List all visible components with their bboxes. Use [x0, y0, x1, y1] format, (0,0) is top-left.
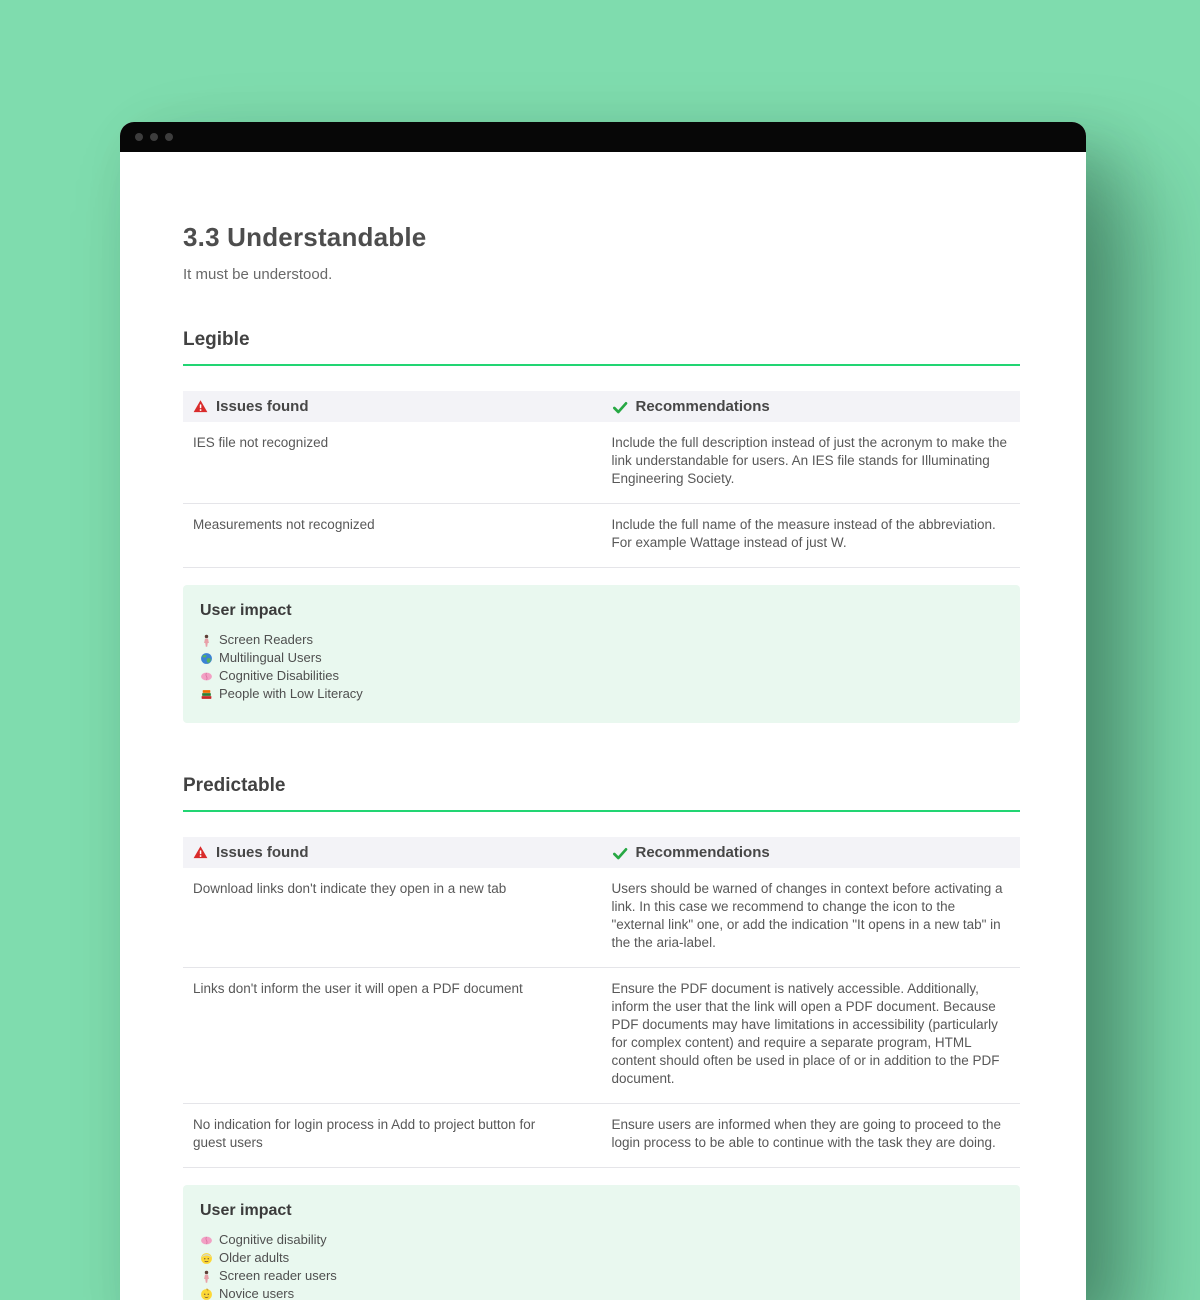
globe-icon: [200, 652, 213, 665]
user-impact-list: [200, 1231, 1002, 1300]
issues-table: [183, 837, 1020, 1168]
list-item: [200, 631, 1002, 649]
impact-item-label: People with Low Literacy: [219, 686, 363, 701]
list-item: [200, 685, 1002, 703]
issue-cell: Links don't inform the user it will open a PDF document: [193, 981, 523, 996]
table-header-row: [183, 837, 1020, 868]
user-impact-list: [200, 631, 1002, 703]
table-row: [183, 868, 1020, 968]
recommendations-header-cell: [602, 391, 1021, 422]
recommendation-cell: Users should be warned of changes in context before activating a link. In this case we recommend to change the icon to the "external link" one, or add the indication "It opens in a new tab" in the the aria-label.: [611, 881, 1003, 950]
issues-header-cell: [183, 391, 602, 422]
impact-item-label: Screen reader users: [219, 1268, 337, 1283]
issues-header-label: Issues found: [216, 844, 309, 861]
user-impact-title: User impact: [200, 1202, 292, 1219]
browser-window: [120, 122, 1086, 1300]
checkmark-icon: [612, 845, 628, 861]
issue-cell: No indication for login process in Add to project button for guest users: [193, 1117, 536, 1150]
table-row: [183, 968, 1020, 1104]
list-item: [200, 1249, 1002, 1267]
impact-item-label: Cognitive disability: [219, 1232, 327, 1247]
table-header-row: [183, 391, 1020, 422]
table-row: [183, 504, 1020, 568]
page-subtitle: It must be understood.: [183, 266, 333, 283]
report-content: [120, 152, 1086, 1300]
user-impact-box: [183, 1185, 1020, 1300]
recommendations-header-label: Recommendations: [635, 398, 770, 415]
impact-item-label: Cognitive Disabilities: [219, 668, 339, 683]
older-adult-icon: [200, 1252, 213, 1265]
user-impact-title: User impact: [200, 602, 292, 619]
user-impact-box: [183, 585, 1020, 723]
issues-table: [183, 391, 1020, 568]
list-item: [200, 1285, 1002, 1300]
brain-icon: [200, 1234, 213, 1247]
checkmark-icon: [612, 399, 628, 415]
issue-cell: Download links don't indicate they open in a new tab: [193, 881, 507, 896]
recommendation-cell: Include the full name of the measure instead of the abbreviation. For example Wattage instead of just W.: [611, 517, 996, 550]
brain-icon: [200, 670, 213, 683]
table-row: [183, 422, 1020, 504]
window-titlebar: [120, 122, 1086, 152]
impact-item-label: Older adults: [219, 1250, 290, 1265]
list-item: [200, 1267, 1002, 1285]
list-item: [200, 1231, 1002, 1249]
warning-triangle-icon: [193, 845, 208, 860]
person-icon: [200, 1270, 213, 1283]
window-control-close[interactable]: [135, 133, 143, 141]
issue-cell: Measurements not recognized: [193, 517, 375, 532]
issue-cell: IES file not recognized: [193, 435, 329, 450]
section-legible: [183, 329, 1020, 723]
list-item: [200, 667, 1002, 685]
impact-item-label: Multilingual Users: [219, 650, 322, 665]
novice-icon: [200, 1288, 213, 1300]
warning-triangle-icon: [193, 399, 208, 414]
person-icon: [200, 634, 213, 647]
issues-header-label: Issues found: [216, 398, 309, 415]
recommendations-header-cell: [602, 837, 1021, 868]
page-title: 3.3 Understandable: [183, 222, 427, 252]
books-icon: [200, 688, 213, 701]
list-item: [200, 649, 1002, 667]
recommendations-header-label: Recommendations: [635, 844, 770, 861]
impact-item-label: Screen Readers: [219, 632, 313, 647]
recommendation-cell: Ensure the PDF document is natively accessible. Additionally, inform the user that the link will open a PDF document. Because PDF documents may have limitations in accessibility (particularly for complex content) and require a separate program, HTML content should often be used in place of or in addition to the PDF document.: [611, 981, 1000, 1086]
impact-item-label: Novice users: [219, 1286, 295, 1300]
recommendation-cell: Include the full description instead of just the acronym to make the link understandable for users. An IES file stands for Illuminating Engineering Society.: [611, 435, 1007, 486]
section-heading: Legible: [183, 329, 1020, 366]
table-row: [183, 1104, 1020, 1168]
window-control-maximize[interactable]: [165, 133, 173, 141]
recommendation-cell: Ensure users are informed when they are going to proceed to the login process to be able to continue with the task they are doing.: [611, 1117, 1001, 1150]
section-predictable: [183, 775, 1020, 1300]
window-control-minimize[interactable]: [150, 133, 158, 141]
issues-header-cell: [183, 837, 602, 868]
section-heading: Predictable: [183, 775, 1020, 812]
